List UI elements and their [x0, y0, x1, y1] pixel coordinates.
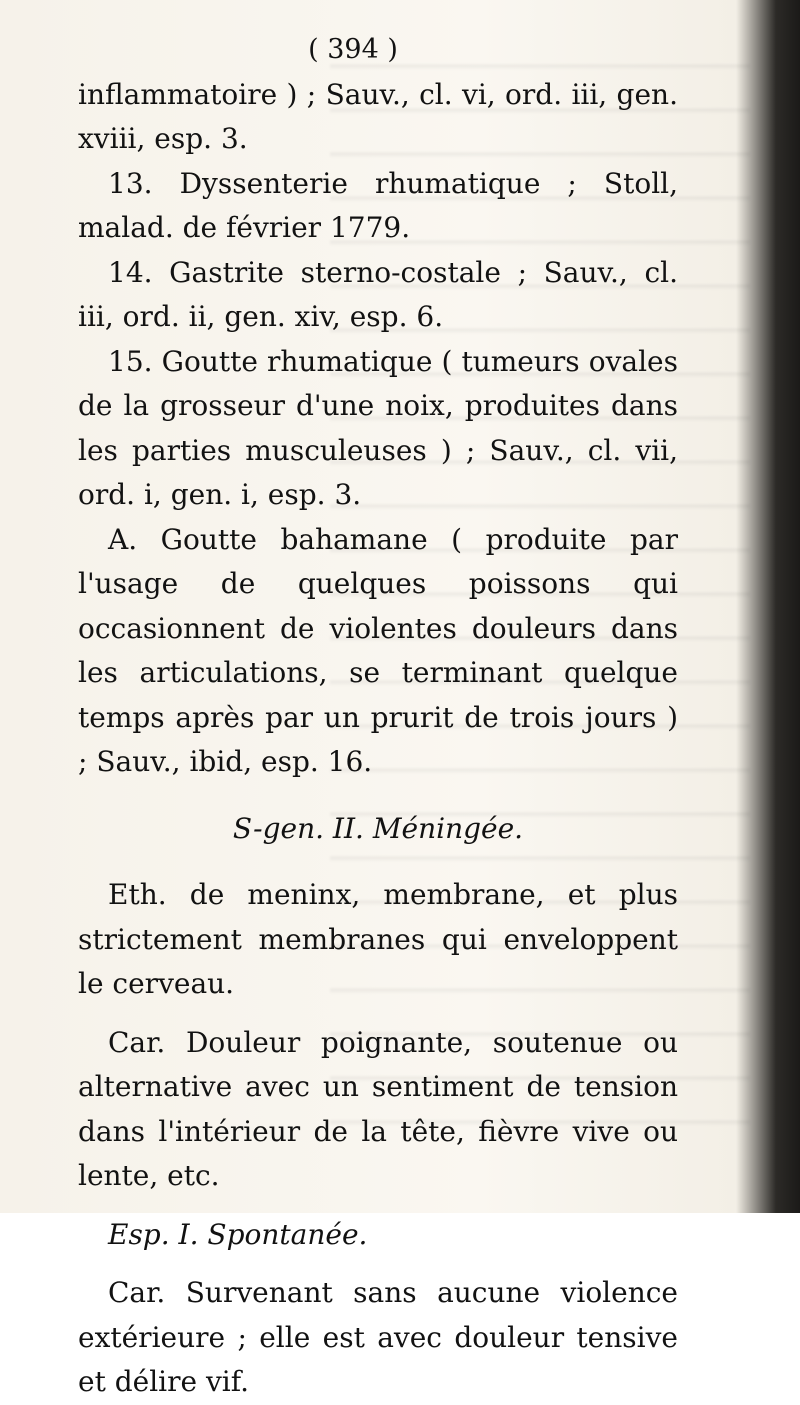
- entry-14: 14. Gastrite sterno-costale ; Sauv., cl. iii, ord. ii, gen. xiv, esp. 6.: [78, 255, 678, 333]
- entry-15: 15. Goutte rhumatique ( tumeurs ovales de la grosseur d'une noix, produites dans les parties musculeuses ) ; Sauv., cl. vii, ord. i, gen. i, esp. 3.: [78, 344, 678, 511]
- entry-13: 13. Dyssenterie rhumatique ; Stoll, malad. de février 1779.: [78, 166, 678, 244]
- entry-12-continuation: inflammatoire ) ; Sauv., cl. vi, ord. iii, gen. xviii, esp. 3.: [78, 77, 678, 155]
- spacer: [78, 1257, 678, 1271]
- spacer: [78, 785, 678, 807]
- characteristics-paragraph: Car. Douleur poignante, soutenue ou alternative avec un sentiment de tension dans l'intérieur de la tête, fièvre vive ou lente, etc.: [78, 1025, 678, 1192]
- etymology-paragraph: Eth. de meninx, membrane, et plus strictement membranes qui enveloppent le cerveau.: [78, 878, 678, 1000]
- page-text-block: [78, 28, 678, 1405]
- species-characteristics-paragraph: Car. Survenant sans aucune violence extérieure ; elle est avec douleur tensive et délire vif.: [78, 1276, 678, 1398]
- subgenus-heading: S-gen. II. Méningée.: [232, 811, 524, 845]
- spacer: [78, 1199, 678, 1213]
- page-number: ( 394 ): [308, 34, 398, 65]
- entry-a: A. Goutte bahamane ( produite par l'usage de quelques poissons qui occasionnent de violentes douleurs dans les articulations, se terminant quelque temps après par un prurit de trois jours ) ; Sauv., ibid, esp. 16.: [78, 522, 678, 778]
- spacer: [78, 1007, 678, 1021]
- spacer: [78, 851, 678, 873]
- species-heading: Esp. I. Spontanée.: [108, 1217, 368, 1251]
